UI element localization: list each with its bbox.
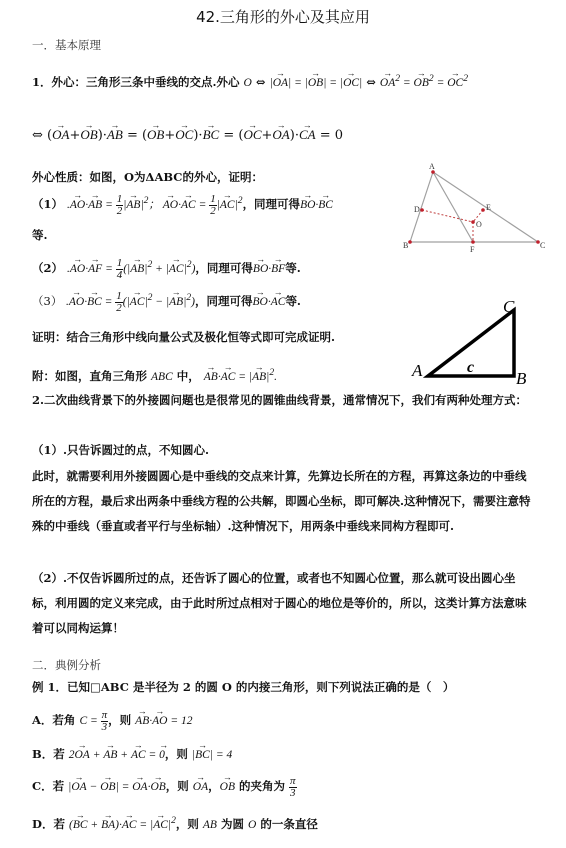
property-2: （2） .→ AO·→ AF = $\frac{1}{4}$ (|→ $AB|^2$ + |→ $AC|^2$)，同理可得→ BO·→ BF等. xyxy=(32,258,301,281)
label-f: F xyxy=(470,245,475,254)
option-c: C．若 |→ OA − → OB| = → OA·→ OB，则 → OA，→ OB 的夹角为 $\frac{\pi}{3}$ xyxy=(32,776,297,799)
label-a: A xyxy=(429,162,435,171)
example-stem: 例 1．已知□ABC 是半径为 2 的圆 O 的内接三角形，则下列说法正确的是（ ） xyxy=(32,680,455,694)
property-1: （1） .→ AO·→ AB = $\frac{1}{2}$ |→ $AB|^2$； → AO·→ AC = $\frac{1}{2}$ |→ $AC|^2$，同理可得→ BO·→ BC xyxy=(32,194,333,217)
page-title: 42.三角形的外心及其应用 xyxy=(196,8,370,26)
label-c: C xyxy=(503,297,515,316)
item-1-title: （1）.只告诉圆过的点，不知圆心. xyxy=(32,443,210,457)
iff-symbol: ⇔ xyxy=(255,75,266,89)
option-d: D．若 (→ BC + → BA)·→ AC = |→ $AC|^2$，则 AB 为圆 O 的一条直径 xyxy=(32,814,318,832)
property-3: （3） .→ AO·→ BC = $\frac{1}{2}$ (|→ $AC|^2$ − |→ $AB|^2$)，同理可得→ BO·→ AC等. xyxy=(32,291,301,314)
modulus-equation: |→ OA| = |→ OB| = |→ OC| xyxy=(270,77,363,89)
property-1-end: 等. xyxy=(32,228,48,242)
square-equation: → $OA^2$ = → $OB^2$ = → $OC^2$ xyxy=(380,77,468,89)
item-2-body: （2）.不仅告诉圆所过的点，还告诉了圆心的位置，或者也不知圆心位置，那么就可设出圆心坐标，利用圆的定义来完成，由于此时所过点相对于圆心的地位是等价的，所以，这类计算方法意味着可以同构运算！ xyxy=(32,571,527,635)
label-b: B xyxy=(516,369,527,388)
section-heading-examples: 二．典例分析 xyxy=(32,658,101,672)
item-1-body: 此时，就需要利用外接圆圆心是中垂线的交点来计算，先算边长所在的方程，再算这条边的中垂线所在的方程，最后求出两条中垂线方程的公共解，即圆心坐标，即可解决.这种情况下，需要注意特殊的中垂线（垂直或者平行与坐标轴）.这种情况下，用两条中垂线来同构方程即可. xyxy=(32,469,531,533)
side-c: c xyxy=(467,359,475,376)
appendix-text: 附：如图，直角三角形 ABC 中， → AB·→ AC = |→ $AB|^2$. xyxy=(32,366,277,384)
right-triangle-figure xyxy=(410,296,540,388)
label-o: O xyxy=(476,220,482,229)
section-heading-principles: 一．基本原理 xyxy=(32,38,101,52)
property-intro: 外心性质：如图，O为ΔABC的外心，证明： xyxy=(32,170,263,184)
label-a: A xyxy=(412,361,423,380)
point-o: O xyxy=(243,77,252,89)
label-c: C xyxy=(540,241,546,250)
proof-text: 证明：结合三角形中线向量公式及极化恒等式即可完成证明. xyxy=(32,330,336,344)
option-a: A．若角 C = $\frac{\pi}{3}$ ，则 → AB·→ AO = 12 xyxy=(32,710,192,733)
label-d: D xyxy=(414,205,420,214)
label-e: E xyxy=(486,203,491,212)
definition-text: 1．外心：三角形三条中垂线的交点.外心 xyxy=(32,75,240,89)
paragraph-2: 2.二次曲线背景下的外接圆问题也是很常见的圆锥曲线背景，通常情况下，我们有两种处理方式： xyxy=(32,393,528,407)
circumcenter-figure xyxy=(398,160,548,256)
label-b: B xyxy=(403,241,409,250)
circumcenter-definition: 1．外心：三角形三条中垂线的交点.外心 O ⇔ |→ OA| = |→ OB| = |→ OC| ⇔ → $OA^2$ = → $OB^2$ = → $OC^2$ xyxy=(32,72,468,90)
dot-product-equation: ⇔ (→ OA+→ OB)·→ AB = (→ OB+→ OC)·→ BC = (→ OC+→ OA)·→ CA = 0 xyxy=(32,124,343,143)
option-b: B．若 2→ OA + → AB + → AC = → 0，则 |→ BC| = 4 xyxy=(32,744,232,762)
